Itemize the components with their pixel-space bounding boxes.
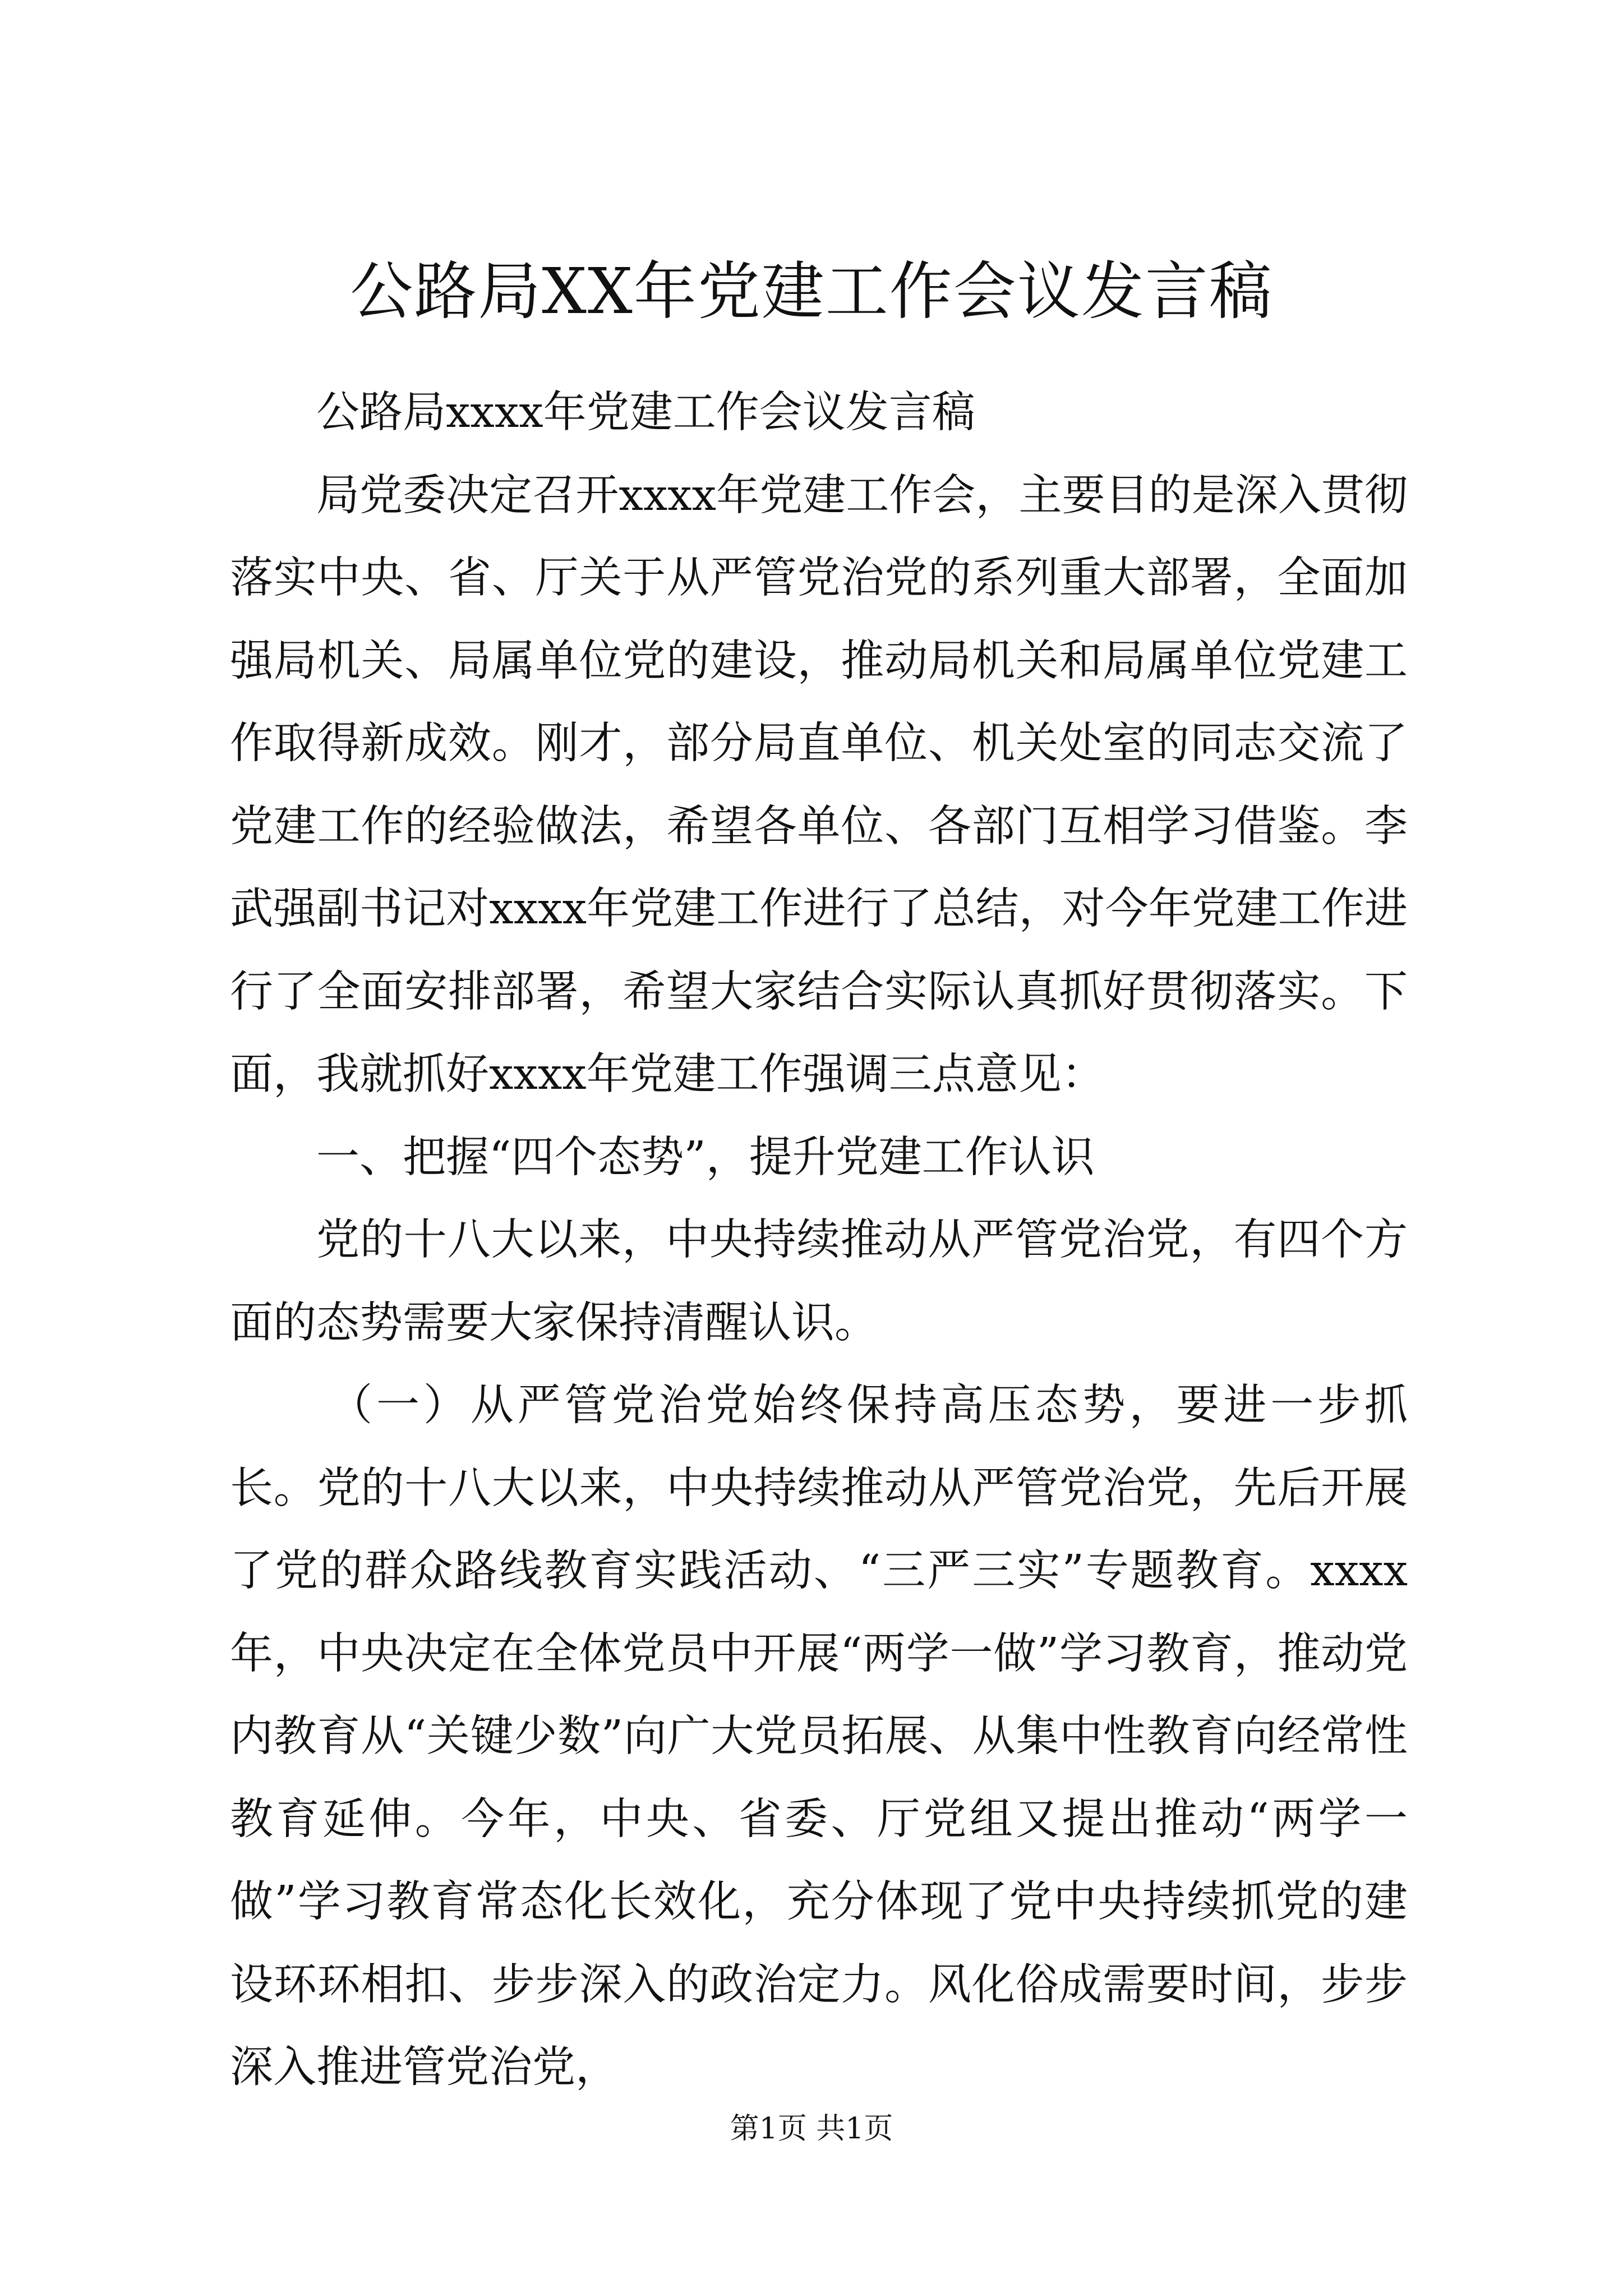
paragraph-intro: 局党委决定召开xxxx年党建工作会，主要目的是深入贯彻落实中央、省、厅关于从严管党治党的系列重大部署，全面加强局机关、局属单位党的建设，推动局机关和局属单位党建工作取得新成效。刚才，部分局直单位、机关处室的同志交流了党建工作的经验做法，希望各单位、各部门互相学习借鉴。李武强副书记对xxxx年党建工作进行了总结，对今年党建工作进行了全面安排部署，希望大家结合实际认真抓好贯彻落实。下面，我就抓好xxxx年党建工作强调三点意见：: [230, 470, 1408, 1099]
document-title: 公路局XX年党建工作会议发言稿: [350, 255, 1273, 328]
page-number-footer: 第1页 共1页: [730, 2112, 893, 2146]
section-heading-1: 一、把握“四个态势”，提升党建工作认识: [316, 1132, 1095, 1182]
paragraph-subtitle: 公路局xxxx年党建工作会议发言稿: [316, 388, 975, 438]
paragraph-subsection-1: （一）从严管党治党始终保持高压态势，要进一步抓长。党的十八大以来，中央持续推动从严管党治党，先后开展了党的群众路线教育实践活动、“三严三实”专题教育。xxxx年，中央决定在全体党员中开展“两学一做”学习教育，推动党内教育从“关键少数”向广大党员拓展、从集中性教育向经常性教育延伸。今年，中央、省委、厅党组又提出推动“两学一做”学习教育常态化长效化，充分体现了党中央持续抓党的建设环环相扣、步步深入的政治定力。风化俗成需要时间，步步深入推进管党治党，: [230, 1381, 1408, 2092]
paragraph-section-1: 党的十八大以来，中央持续推动从严管党治党，有四个方面的态势需要大家保持清醒认识。: [230, 1215, 1408, 1348]
document-body: [230, 371, 1408, 2109]
